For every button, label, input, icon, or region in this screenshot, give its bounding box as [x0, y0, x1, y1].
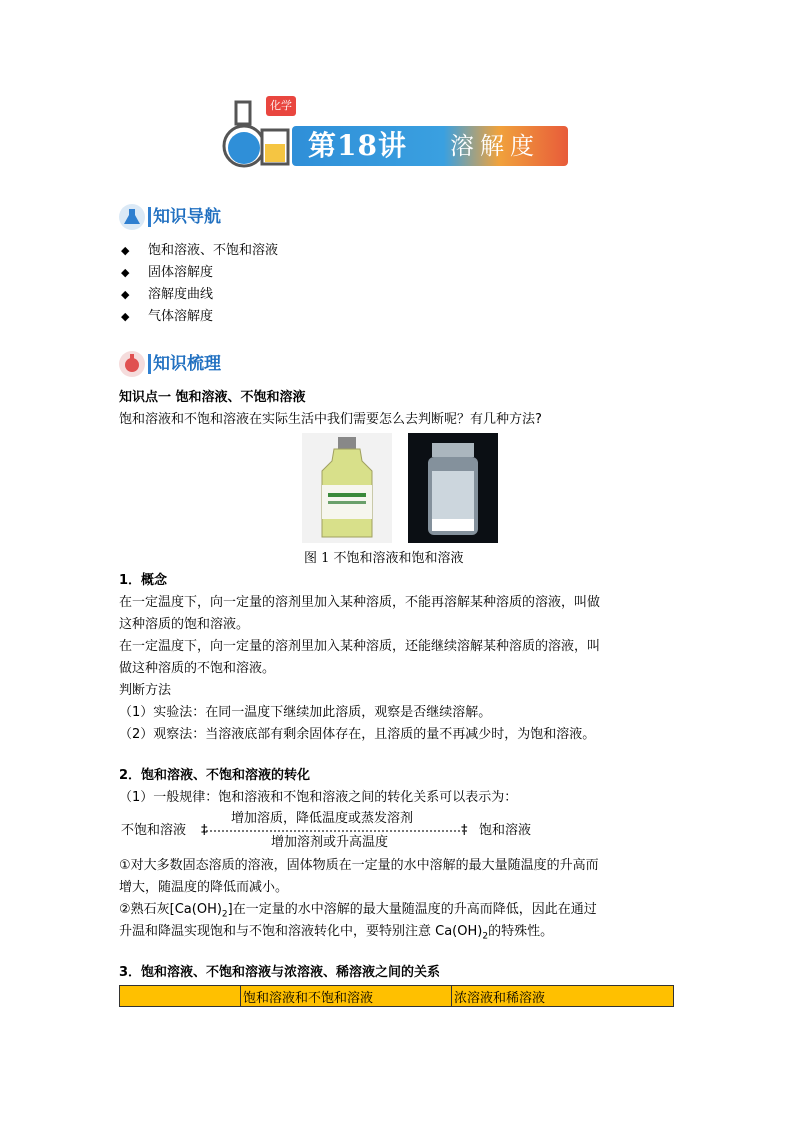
- method-item: （1）实验法：在同一温度下继续加此溶质，观察是否继续溶解。: [119, 705, 492, 720]
- section-heading: 1．概念: [119, 573, 168, 588]
- left-state: 不饱和溶液: [121, 823, 187, 838]
- note-text: ]在一定量的水中溶解的最大量随温度的升高而降低，因此在通过: [227, 902, 597, 917]
- bullet-icon: ◆: [121, 288, 130, 301]
- table-header-cell: 浓溶液和稀溶液: [452, 986, 674, 1007]
- bottle-image: [302, 433, 392, 543]
- lesson-banner: [222, 96, 572, 172]
- conversion-diagram: [119, 808, 559, 854]
- table-header-row: [120, 986, 674, 1007]
- figure-caption: 图 1 不饱和溶液和饱和溶液: [304, 551, 464, 566]
- section-divider: [148, 354, 151, 374]
- nav-item: 气体溶解度: [148, 309, 214, 324]
- arrow-head-icon: †: [461, 823, 468, 838]
- note-line: [119, 921, 553, 948]
- bottle-photo: [302, 433, 392, 543]
- top-condition: 增加溶质，降低温度或蒸发溶剂: [231, 811, 414, 826]
- section-heading: 3．饱和溶液、不饱和溶液与浓溶液、稀溶液之间的关系: [119, 965, 441, 980]
- paragraph-line: 在一定温度下，向一定量的溶剂里加入某种溶质，不能再溶解某种溶质的溶液，叫做: [119, 595, 601, 610]
- lesson-number: 第18讲: [308, 129, 407, 162]
- lab-icon: [119, 351, 145, 377]
- lesson-subject: 溶解度: [450, 132, 540, 160]
- bullet-icon: ◆: [121, 266, 130, 279]
- section-divider: [148, 207, 151, 227]
- nav-item: 饱和溶液、不饱和溶液: [148, 243, 279, 258]
- intro-question: 饱和溶液和不饱和溶液在实际生活中我们需要怎么去判断呢？有几种方法?: [119, 412, 542, 427]
- method-item: （2）观察法：当溶液底部有剩余固体存在，且溶质的量不再减少时，为饱和溶液。: [119, 727, 596, 742]
- flask-icon: [119, 204, 145, 230]
- paragraph-line: （1）一般规律：饱和溶液和不饱和溶液之间的转化关系可以表示为：: [119, 790, 518, 805]
- comparison-table: [119, 985, 674, 1007]
- section-title: 知识梳理: [153, 354, 221, 374]
- right-state: 饱和溶液: [479, 823, 532, 838]
- paragraph-line: 这种溶质的饱和溶液。: [119, 617, 250, 632]
- paragraph-line: 在一定温度下，向一定量的溶剂里加入某种溶质，还能继续溶解某种溶质的溶液，叫: [119, 639, 601, 654]
- note-text: 升温和降温实现饱和与不饱和溶液转化中，要特别注意 Ca(OH): [119, 924, 483, 939]
- nav-item: 溶解度曲线: [148, 287, 214, 302]
- section-title: 知识导航: [153, 207, 221, 227]
- bottom-condition: 增加溶剂或升高温度: [271, 835, 389, 850]
- note-text: ②熟石灰[Ca(OH): [119, 902, 222, 917]
- note-line: ①对大多数固态溶质的溶液，固体物质在一定量的水中溶解的最大量随温度的升高而: [119, 858, 599, 873]
- bullet-icon: ◆: [121, 244, 130, 257]
- subscript: 2: [221, 909, 228, 920]
- table-header-cell: [120, 986, 241, 1007]
- jar-image: [408, 433, 498, 543]
- jar-photo: [408, 433, 498, 543]
- subscript: 2: [482, 931, 489, 942]
- paragraph-line: 做这种溶质的不饱和溶液。: [119, 661, 276, 676]
- note-line: 增大，随温度的降低而减小。: [119, 880, 289, 895]
- subject-badge: 化学: [266, 96, 296, 116]
- section-heading: 2．饱和溶液、不饱和溶液的转化: [119, 768, 311, 783]
- note-text: 的特殊性。: [488, 924, 554, 939]
- knowledge-point-heading: 知识点一 饱和溶液、不饱和溶液: [119, 390, 306, 405]
- nav-item: 固体溶解度: [148, 265, 214, 280]
- bullet-icon: ◆: [121, 310, 130, 323]
- table-header-cell: 饱和溶液和不饱和溶液: [241, 986, 452, 1007]
- arrow-tick-icon: ‡: [201, 823, 208, 838]
- sub-heading: 判断方法: [119, 683, 172, 698]
